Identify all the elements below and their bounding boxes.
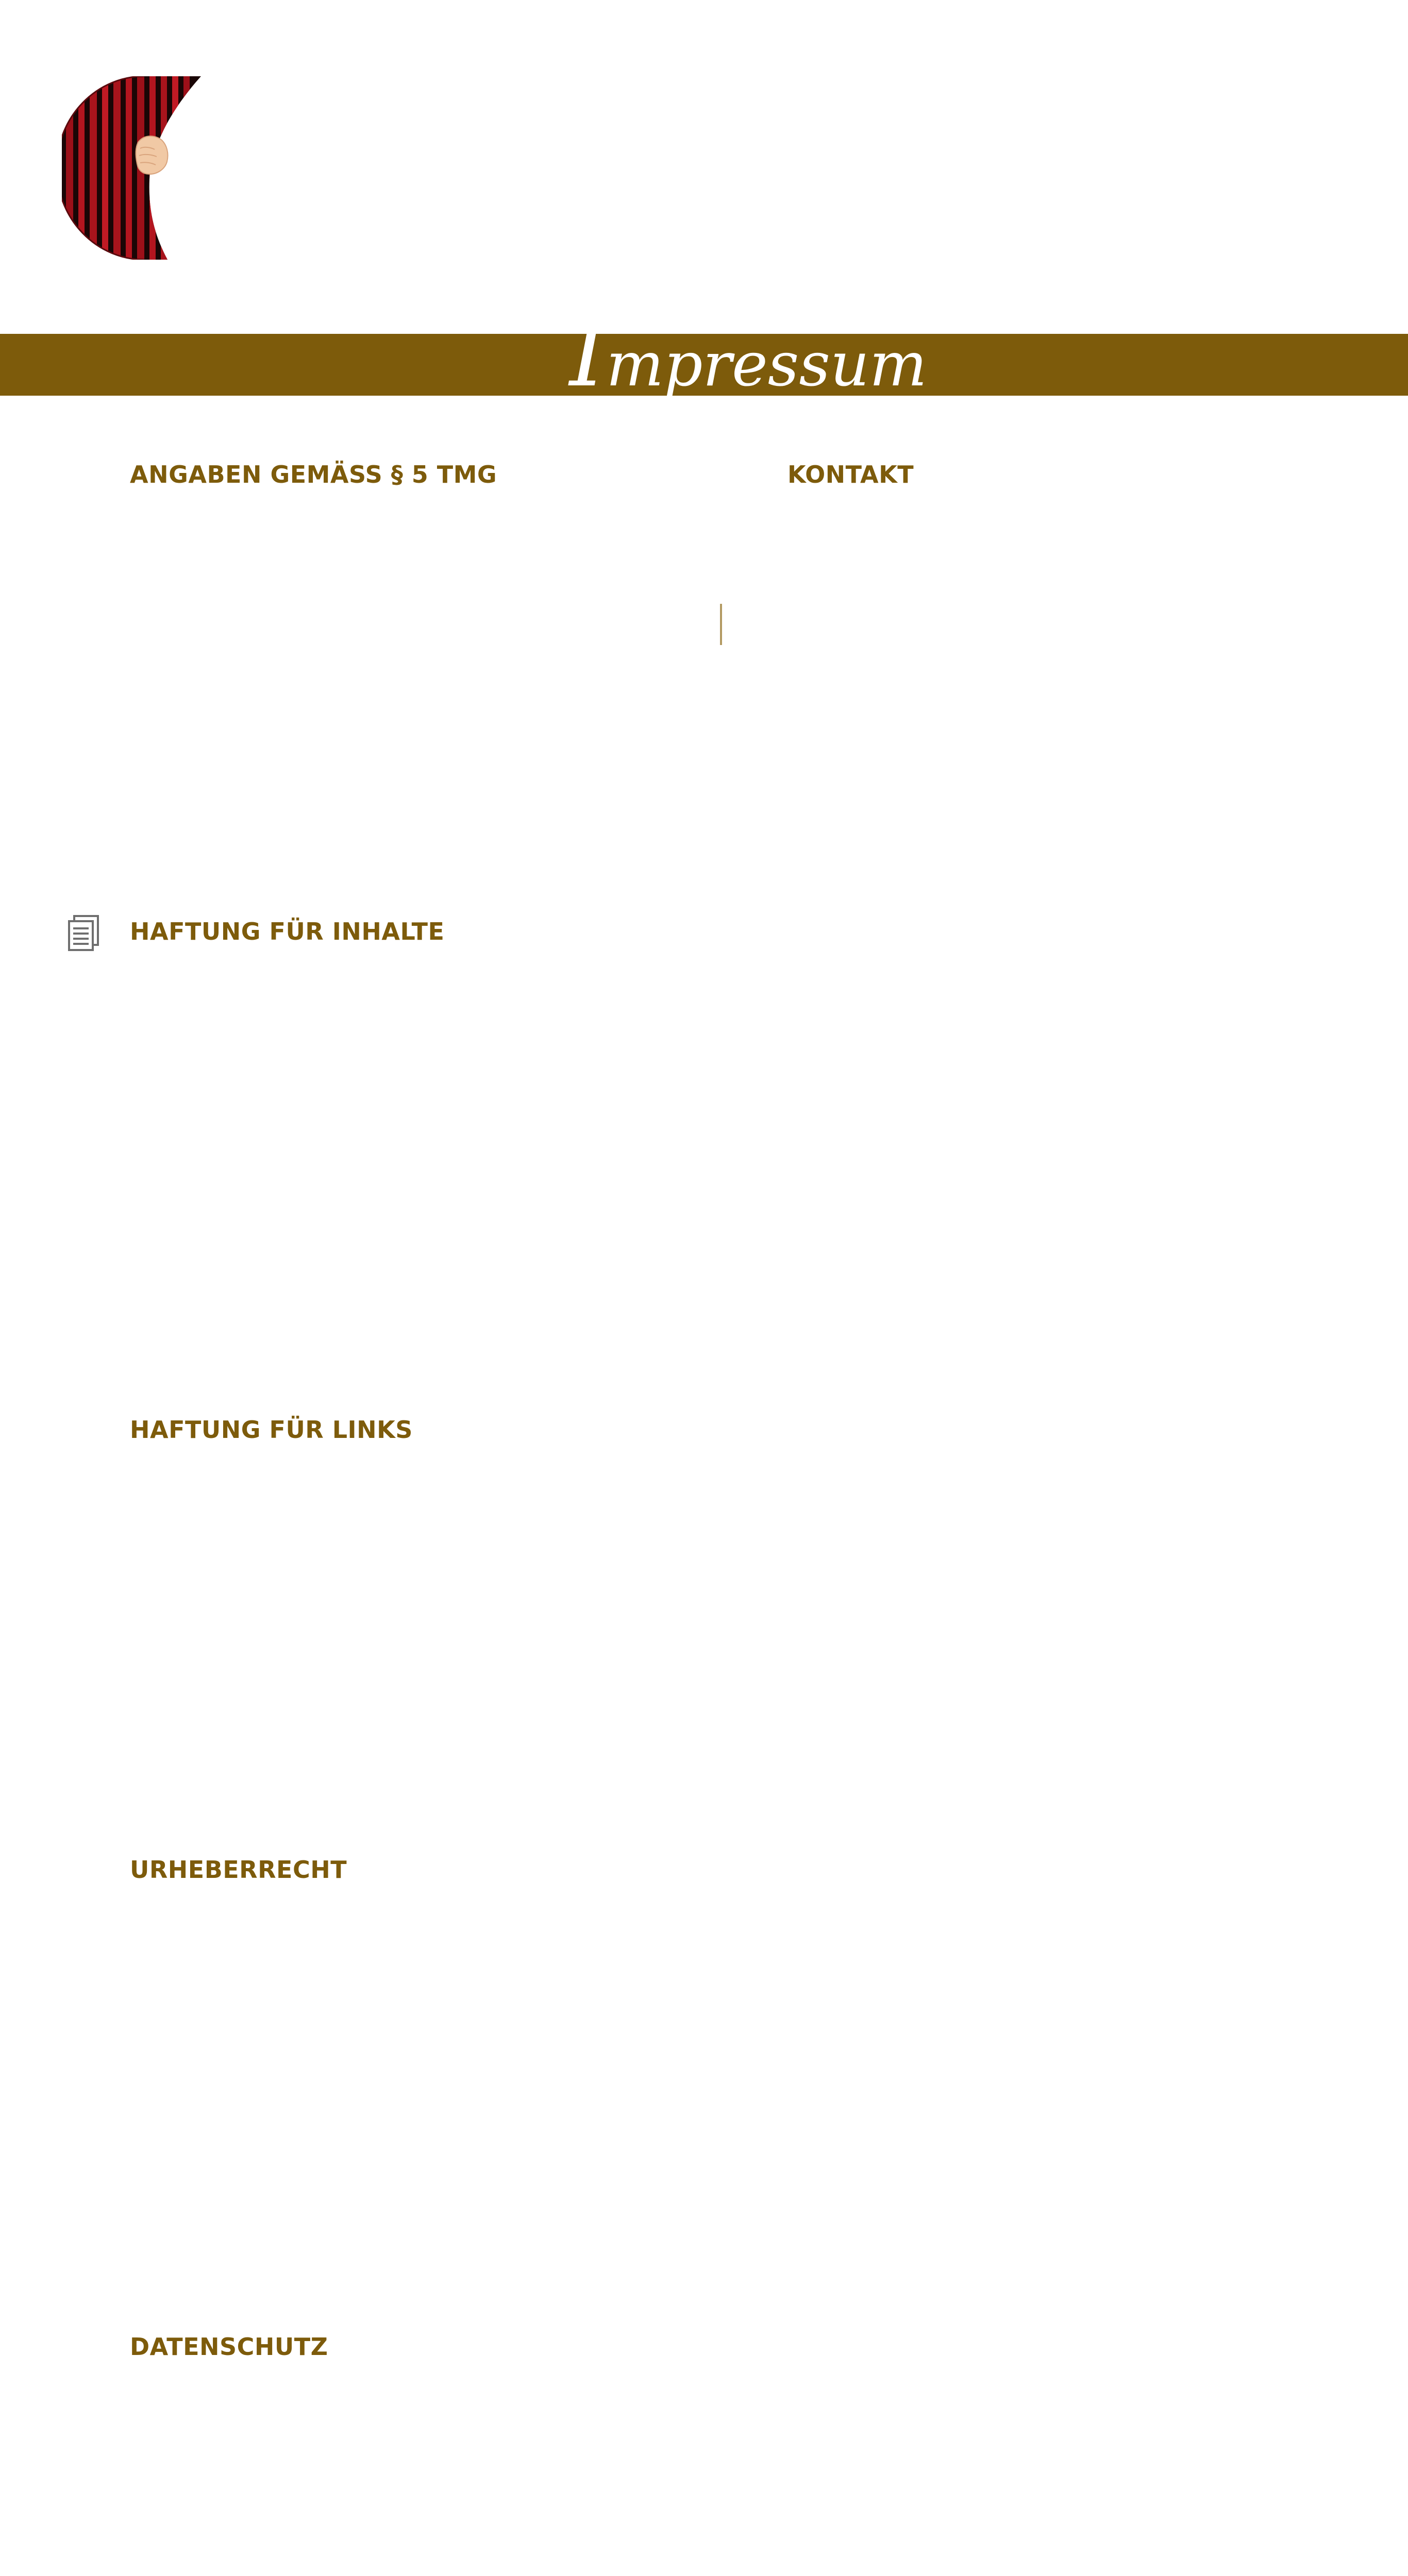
- heading-haftung-links: HAFTUNG FÜR LINKS: [130, 1416, 413, 1444]
- page-title-rest: mpressum: [606, 329, 927, 400]
- heading-urheberrecht: URHEBERRECHT: [130, 1856, 347, 1884]
- column-divider: [720, 604, 722, 645]
- heading-angaben: ANGABEN GEMÄSS § 5 TMG: [130, 461, 497, 488]
- page-title-initial: I: [569, 300, 607, 408]
- page-title: [569, 300, 927, 411]
- curtain-logo[interactable]: [62, 76, 201, 260]
- heading-haftung-inhalte: HAFTUNG FÜR INHALTE: [130, 918, 445, 945]
- document-icon: [67, 915, 100, 951]
- heading-datenschutz: DATENSCHUTZ: [130, 2333, 328, 2361]
- heading-kontakt: KONTAKT: [787, 461, 914, 488]
- curtain-hand-icon: [62, 76, 201, 260]
